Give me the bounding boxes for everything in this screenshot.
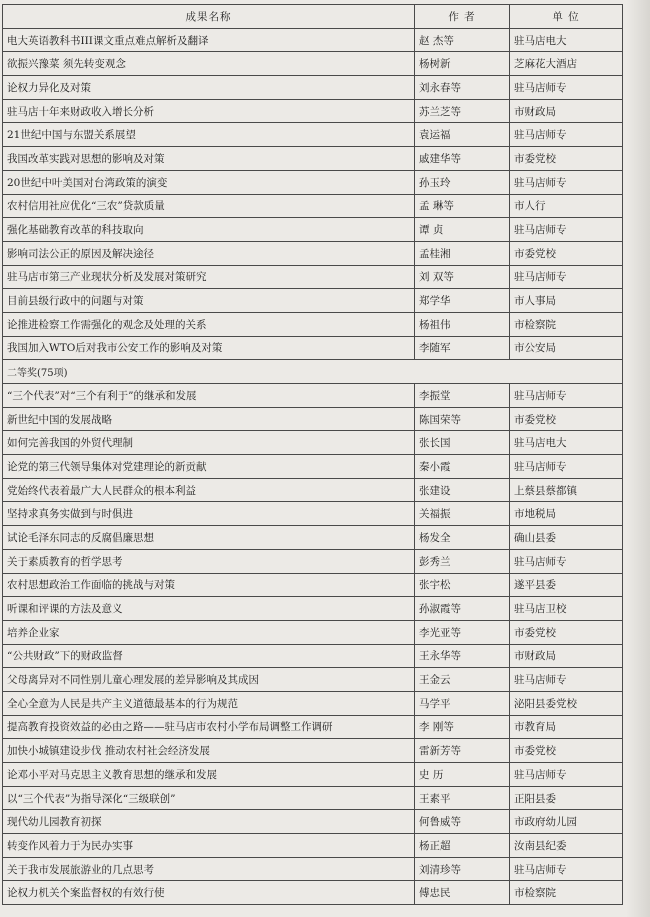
cell-author: 刘 双等: [415, 265, 510, 289]
cell-unit: 芝麻花大酒店: [510, 52, 623, 76]
cell-title: 关于我市发展旅游业的几点思考: [3, 857, 415, 881]
cell-unit: 驻马店电大: [510, 28, 623, 52]
cell-title: 关于素质教育的哲学思考: [3, 549, 415, 573]
cell-title: 论党的第三代领导集体对党建理论的新贡献: [3, 455, 415, 479]
cell-title: “三个代表”对“三个有利于”的继承和发展: [3, 384, 415, 408]
table-row: [3, 573, 623, 597]
cell-author: 杨正超: [415, 834, 510, 858]
table-row: [3, 384, 623, 408]
table-row: [3, 502, 623, 526]
cell-title: 论权力机关个案监督权的有效行使: [3, 881, 415, 905]
table-row: [3, 407, 623, 431]
cell-unit: 市检察院: [510, 312, 623, 336]
cell-author: 张建设: [415, 478, 510, 502]
cell-author: 孟桂湘: [415, 241, 510, 265]
cell-author: 李光亚等: [415, 620, 510, 644]
cell-author: 刘永春等: [415, 76, 510, 100]
cell-author: 李 刚等: [415, 715, 510, 739]
cell-author: 陈国荣等: [415, 407, 510, 431]
cell-author: 王金云: [415, 668, 510, 692]
cell-title: 全心全意为人民是共产主义道德最基本的行为规范: [3, 691, 415, 715]
cell-title: 农村思想政治工作面临的挑战与对策: [3, 573, 415, 597]
cell-author: 马学平: [415, 691, 510, 715]
table-row: [3, 312, 623, 336]
cell-unit: 驻马店师专: [510, 455, 623, 479]
cell-author: 李振堂: [415, 384, 510, 408]
table-row: [3, 786, 623, 810]
table-body: [3, 28, 623, 904]
table-row: [3, 289, 623, 313]
table-row: [3, 691, 623, 715]
table-row: [3, 99, 623, 123]
cell-author: 孙淑霞等: [415, 597, 510, 621]
cell-title: 听课和评课的方法及意义: [3, 597, 415, 621]
table-row: [3, 668, 623, 692]
table-row: [3, 241, 623, 265]
cell-unit: 驻马店师专: [510, 549, 623, 573]
cell-author: 李随军: [415, 336, 510, 360]
cell-title: 论推进检察工作需强化的观念及处理的关系: [3, 312, 415, 336]
table-row: [3, 28, 623, 52]
cell-unit: 市委党校: [510, 739, 623, 763]
table-row: [3, 478, 623, 502]
cell-author: 郑学华: [415, 289, 510, 313]
cell-unit: 驻马店卫校: [510, 597, 623, 621]
table-row: [3, 431, 623, 455]
cell-unit: 驻马店师专: [510, 123, 623, 147]
cell-title: 转变作风着力于为民办实事: [3, 834, 415, 858]
cell-title: 论权力异化及对策: [3, 76, 415, 100]
cell-unit: 市公安局: [510, 336, 623, 360]
header-author: 作 者: [415, 5, 510, 29]
cell-title: 加快小城镇建设步伐 推动农村社会经济发展: [3, 739, 415, 763]
table-row: [3, 881, 623, 905]
awards-table: [2, 4, 623, 905]
cell-unit: 驻马店师专: [510, 857, 623, 881]
cell-title: 培养企业家: [3, 620, 415, 644]
cell-author: 傅忠民: [415, 881, 510, 905]
cell-unit: 遂平县委: [510, 573, 623, 597]
section-row: [3, 360, 623, 384]
cell-title: 以“三个代表”为指导深化“三级联创”: [3, 786, 415, 810]
table-row: [3, 170, 623, 194]
table-row: [3, 265, 623, 289]
table-row: [3, 526, 623, 550]
cell-title: 强化基础教育改革的科技取向: [3, 218, 415, 242]
table-row: [3, 739, 623, 763]
cell-author: 赵 杰等: [415, 28, 510, 52]
cell-author: 王素平: [415, 786, 510, 810]
table-header-row: [3, 5, 623, 29]
cell-author: 谭 贞: [415, 218, 510, 242]
cell-unit: 驻马店师专: [510, 265, 623, 289]
cell-author: 袁运福: [415, 123, 510, 147]
cell-unit: 驻马店师专: [510, 384, 623, 408]
cell-author: 何鲁威等: [415, 810, 510, 834]
table-row: [3, 763, 623, 787]
cell-title: 目前县级行政中的问题与对策: [3, 289, 415, 313]
cell-author: 孟 琳等: [415, 194, 510, 218]
cell-unit: 市教育局: [510, 715, 623, 739]
cell-title: 农村信用社应优化“三农”贷款质量: [3, 194, 415, 218]
cell-title: 如何完善我国的外贸代理制: [3, 431, 415, 455]
cell-title: 我国改革实践对思想的影响及对策: [3, 147, 415, 171]
cell-unit: 驻马店电大: [510, 431, 623, 455]
cell-unit: 泌阳县委党校: [510, 691, 623, 715]
cell-author: 秦小霞: [415, 455, 510, 479]
cell-author: 杨树新: [415, 52, 510, 76]
table-row: [3, 194, 623, 218]
cell-unit: 上蔡县蔡都镇: [510, 478, 623, 502]
table-row: [3, 857, 623, 881]
cell-unit: 正阳县委: [510, 786, 623, 810]
cell-title: “公共财政”下的财政监督: [3, 644, 415, 668]
cell-title: 父母离异对不同性别儿童心理发展的差异影响及其成因: [3, 668, 415, 692]
cell-unit: 驻马店师专: [510, 763, 623, 787]
cell-title: 21世纪中国与东盟关系展望: [3, 123, 415, 147]
cell-author: 关福振: [415, 502, 510, 526]
cell-unit: 驻马店师专: [510, 668, 623, 692]
cell-author: 杨祖伟: [415, 312, 510, 336]
page-edge-shadow: [626, 0, 650, 917]
cell-unit: 市委党校: [510, 407, 623, 431]
cell-title: 我国加入WTO后对我市公安工作的影响及对策: [3, 336, 415, 360]
header-unit: 单 位: [510, 5, 623, 29]
cell-author: 雷新芳等: [415, 739, 510, 763]
cell-unit: 市人事局: [510, 289, 623, 313]
cell-unit: 市财政局: [510, 644, 623, 668]
cell-unit: 市地税局: [510, 502, 623, 526]
table-row: [3, 218, 623, 242]
cell-title: 电大英语教科书III课文重点难点解析及翻译: [3, 28, 415, 52]
cell-unit: 驻马店师专: [510, 76, 623, 100]
cell-title: 新世纪中国的发展战略: [3, 407, 415, 431]
table-row: [3, 123, 623, 147]
table-row: [3, 834, 623, 858]
cell-unit: 市人行: [510, 194, 623, 218]
cell-title: 提高教育投资效益的必由之路——驻马店市农村小学布局调整工作调研: [3, 715, 415, 739]
table-row: [3, 810, 623, 834]
cell-author: 王永华等: [415, 644, 510, 668]
table-row: [3, 52, 623, 76]
cell-title: 20世纪中叶美国对台湾政策的演变: [3, 170, 415, 194]
cell-title: 论邓小平对马克思主义教育思想的继承和发展: [3, 763, 415, 787]
cell-author: 孙玉玲: [415, 170, 510, 194]
table-row: [3, 715, 623, 739]
cell-unit: 市财政局: [510, 99, 623, 123]
table-row: [3, 147, 623, 171]
header-title: 成果名称: [3, 5, 415, 29]
table-row: [3, 76, 623, 100]
cell-author: 刘清珍等: [415, 857, 510, 881]
cell-unit: 市政府幼儿园: [510, 810, 623, 834]
cell-title: 欲振兴豫菜 须先转变观念: [3, 52, 415, 76]
cell-title: 试论毛泽东同志的反腐倡廉思想: [3, 526, 415, 550]
cell-unit: 市检察院: [510, 881, 623, 905]
table-row: [3, 644, 623, 668]
cell-title: 驻马店市第三产业现状分析及发展对策研究: [3, 265, 415, 289]
cell-unit: 确山县委: [510, 526, 623, 550]
cell-author: 史 历: [415, 763, 510, 787]
table-row: [3, 620, 623, 644]
cell-unit: 驻马店师专: [510, 170, 623, 194]
table-row: [3, 549, 623, 573]
section-label: 二等奖(75项): [3, 360, 623, 384]
cell-author: 杨发全: [415, 526, 510, 550]
cell-author: 张宇松: [415, 573, 510, 597]
cell-unit: 驻马店师专: [510, 218, 623, 242]
cell-author: 彭秀兰: [415, 549, 510, 573]
cell-title: 现代幼儿园教育初探: [3, 810, 415, 834]
cell-author: 戚建华等: [415, 147, 510, 171]
cell-title: 党始终代表着最广大人民群众的根本利益: [3, 478, 415, 502]
table-row: [3, 336, 623, 360]
cell-author: 苏兰芝等: [415, 99, 510, 123]
cell-title: 驻马店十年来财政收入增长分析: [3, 99, 415, 123]
cell-unit: 汝南县纪委: [510, 834, 623, 858]
cell-unit: 市委党校: [510, 620, 623, 644]
table-row: [3, 597, 623, 621]
cell-title: 影响司法公正的原因及解决途径: [3, 241, 415, 265]
table-row: [3, 455, 623, 479]
cell-unit: 市委党校: [510, 147, 623, 171]
cell-unit: 市委党校: [510, 241, 623, 265]
cell-title: 坚持求真务实做到与时俱进: [3, 502, 415, 526]
cell-author: 张长国: [415, 431, 510, 455]
